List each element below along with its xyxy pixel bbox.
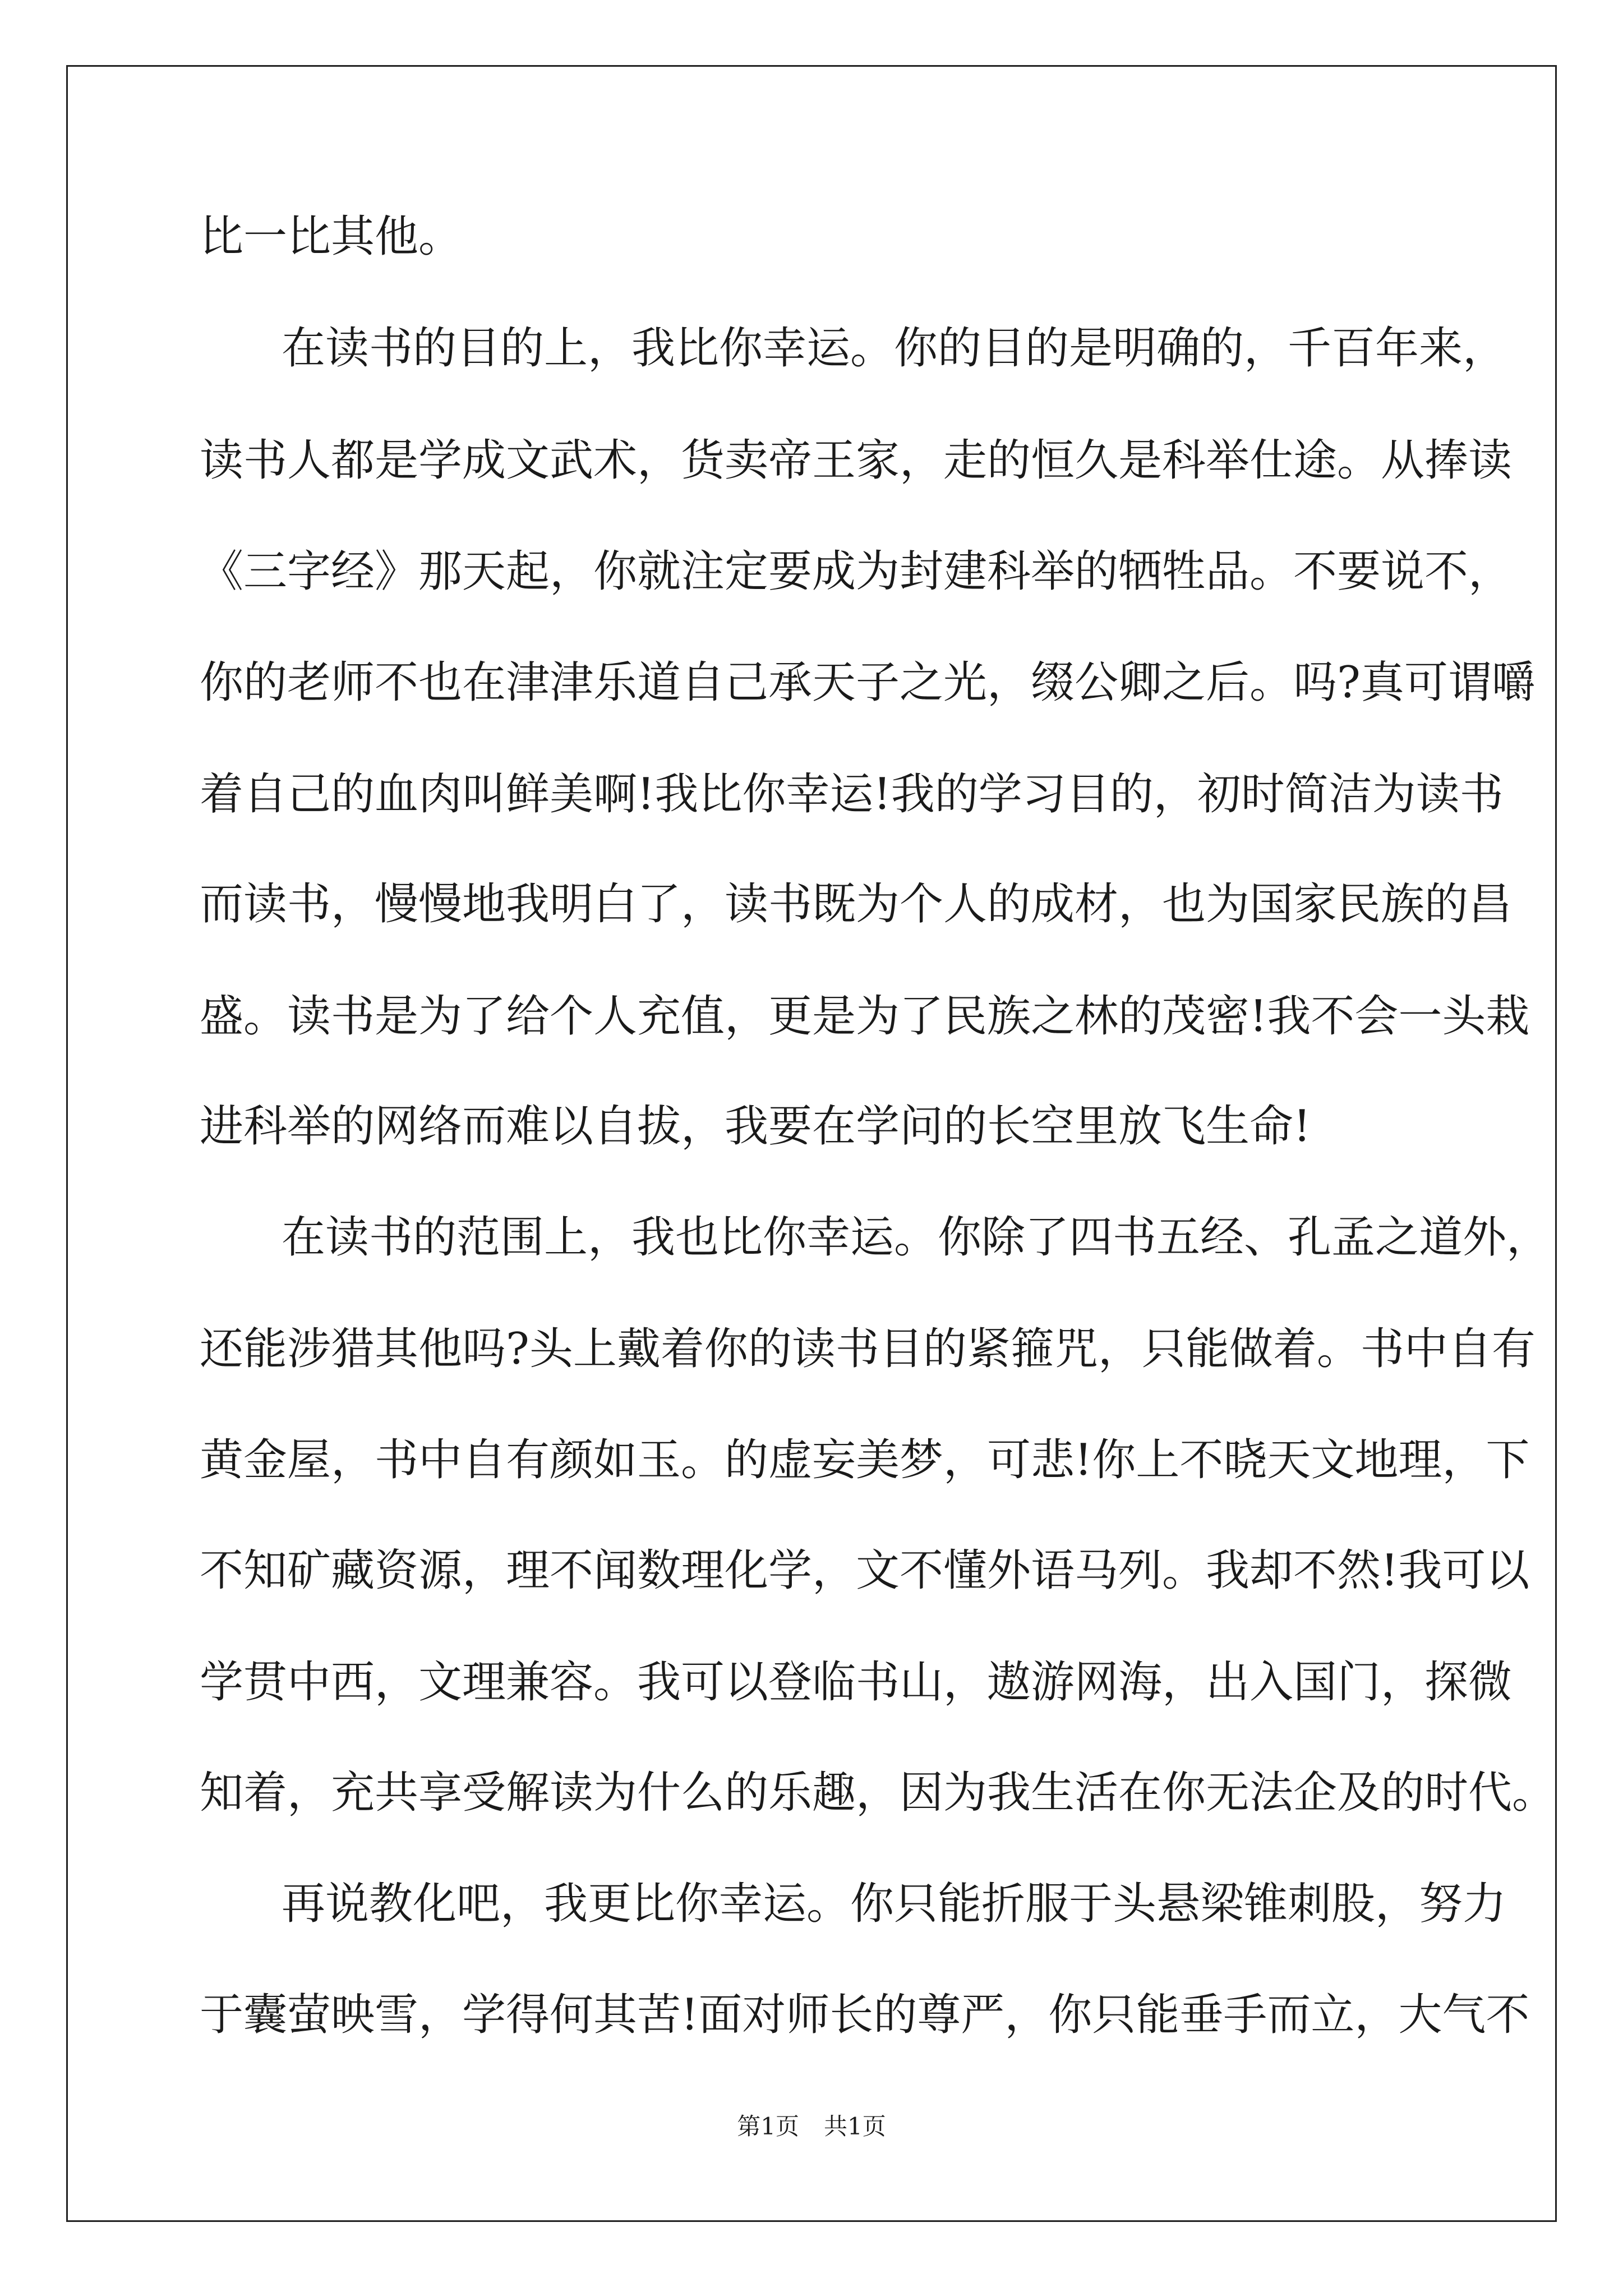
text-line: 学贯中西，文理兼容。我可以登临书山，遨游网海，出入国门，探微 (200, 1657, 1513, 1708)
paragraph-start-line: 在读书的范围上，我也比你幸运。你除了四书五经、孔孟之道外， (282, 1212, 1551, 1263)
page-number-total: 共1页 (824, 2113, 886, 2140)
text-line: 你的老师不也在津津乐道自己承天子之光，缀公卿之后。吗?真可谓嚼 (200, 657, 1536, 708)
page-number-current: 第1页 (737, 2113, 799, 2140)
paragraph-start-line: 再说教化吧，我更比你幸运。你只能折服于头悬梁锥刺股，努力 (282, 1879, 1507, 1929)
text-line: 不知矿藏资源，理不闻数理化学，文不懂外语马列。我却不然!我可以 (200, 1545, 1530, 1596)
text-line: 进科举的网络而难以自拔，我要在学问的长空里放飞生命! (200, 1101, 1311, 1152)
page-footer (0, 2115, 1623, 2138)
paragraph-start-line: 在读书的目的上，我比你幸运。你的目的是明确的，千百年来， (282, 323, 1507, 374)
text-line: 还能涉猎其他吗?头上戴着你的读书目的紧箍咒，只能做着。书中自有 (200, 1324, 1536, 1374)
text-line: 比一比其他。 (200, 211, 463, 262)
text-line: 而读书，慢慢地我明白了，读书既为个人的成材，也为国家民族的昌 (200, 879, 1513, 930)
text-line: 黄金屋，书中自有颜如玉。的虚妄美梦，可悲!你上不晓天文地理，下 (200, 1435, 1530, 1485)
text-line: 盛。读书是为了给个人充值，更是为了民族之林的茂密!我不会一头栽 (200, 991, 1530, 1042)
text-line: 知着，充共享受解读为什么的乐趣，因为我生活在你无法企及的时代。 (200, 1768, 1556, 1818)
text-line: 于囊萤映雪，学得何其苦!面对师长的尊严，你只能垂手而立，大气不 (200, 1990, 1530, 2040)
text-line: 读书人都是学成文武术，货卖帝王家，走的恒久是科举仕途。从捧读 (200, 435, 1513, 486)
text-line: 《三字经》那天起，你就注定要成为封建科举的牺牲品。不要说不， (200, 546, 1513, 597)
text-line: 着自己的血肉叫鲜美啊!我比你幸运!我的学习目的，初时简洁为读书 (200, 769, 1504, 820)
